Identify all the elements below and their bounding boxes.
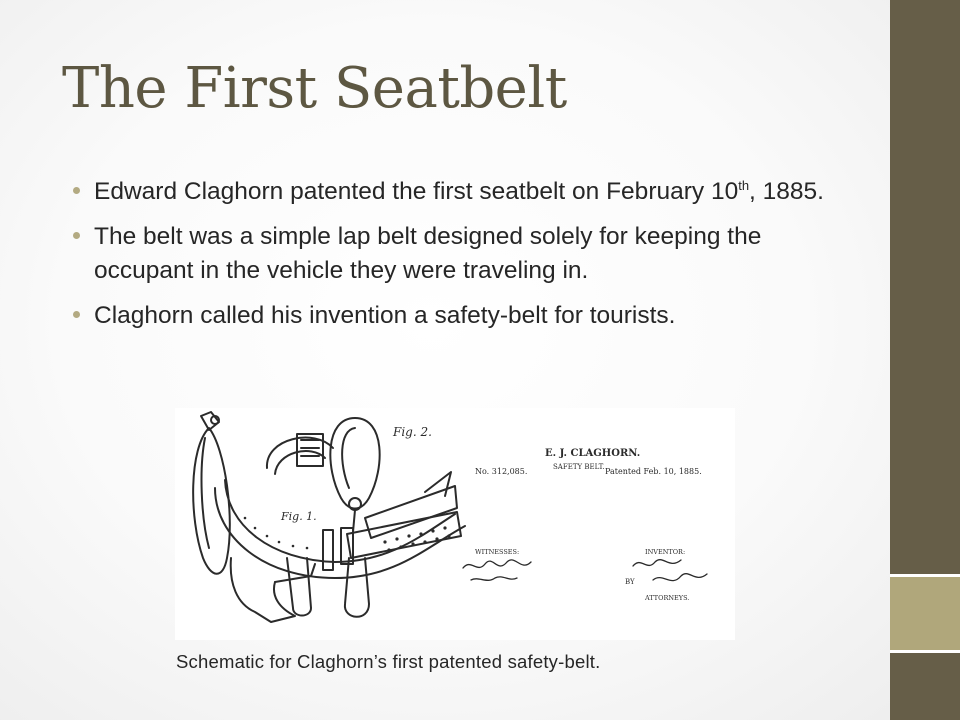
witnesses-label: WITNESSES: — [475, 548, 520, 556]
ordinal-superscript: th — [738, 178, 750, 193]
bullet-text: The belt was a simple lap belt designed solely for keeping the occupant in the vehicle they were traveling in. — [94, 223, 762, 284]
accent-divider-bottom — [890, 650, 960, 653]
bullet-item — [72, 299, 852, 333]
fig2-label: Fig. 2. — [393, 425, 432, 439]
patent-doc-title: SAFETY BELT. — [553, 463, 605, 471]
bullet-text-end: , 1885. — [749, 178, 824, 205]
bullet-item — [72, 220, 852, 288]
patentee-name: E. J. CLAGHORN. — [545, 448, 641, 459]
patent-date: Patented Feb. 10, 1885. — [605, 467, 702, 476]
bullet-list — [72, 175, 852, 344]
patent-number: No. 312,085. — [475, 467, 528, 476]
fig1-label: Fig. 1. — [281, 510, 317, 523]
right-accent-bar — [890, 0, 960, 720]
figure-caption: Schematic for Claghorn’s first patented safety-belt. — [176, 651, 601, 672]
bullet-item — [72, 175, 852, 209]
patent-schematic-image — [175, 408, 735, 640]
attorneys-label: ATTORNEYS. — [645, 594, 690, 602]
slide-title: The First Seatbelt — [62, 56, 567, 121]
inventor-label: INVENTOR: — [645, 548, 686, 556]
bullet-text: Claghorn called his invention a safety-belt for tourists. — [94, 302, 676, 329]
bullet-text: Edward Claghorn patented the first seatbelt on February 10 — [94, 178, 739, 205]
by-label: BY — [625, 578, 635, 586]
accent-block-light — [890, 577, 960, 650]
